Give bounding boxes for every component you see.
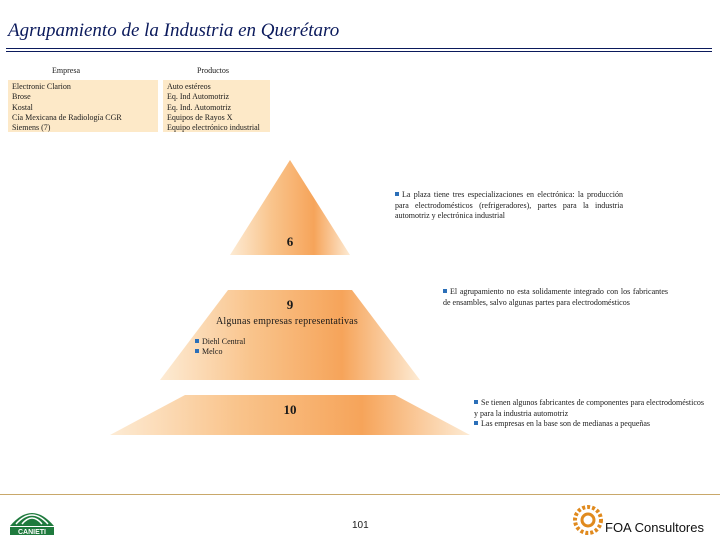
pyramid-level-number-middle: 9 [286,297,294,312]
representatives-label: Algunas empresas representativas [216,316,358,327]
empresa-item: Cía Mexicana de Radiología CGR [12,112,122,122]
producto-item: Equipos de Rayos X [167,112,233,122]
col-header-empresa: Empresa [52,66,80,75]
list-item: Melco [195,347,245,357]
note-level-bottom [474,398,704,430]
list-item: Diehl Central [195,337,245,347]
bullet-icon [443,289,447,293]
producto-item: Eq. Ind Automotriz [167,92,229,102]
producto-item: Eq. Ind. Automotriz [167,102,231,112]
note-text: El agrupamiento no esta solidamente integrado con los fabricantes de ensambles, salvo algunas partes para electrodomésticos [443,287,668,307]
foa-logo-text: FOA Consultores [605,520,704,535]
page-number: 101 [352,520,369,531]
producto-item: Auto estéreos [167,82,211,91]
bullet-icon [195,339,199,343]
empresa-item: Kostal [12,102,33,112]
foa-logo-icon [572,502,604,536]
empresa-item: Siemens (7) [12,123,51,133]
canieti-logo-icon [6,502,58,536]
bullet-icon [395,192,399,196]
bullet-icon [195,349,199,353]
note-text: Las empresas en la base son de medianas a pequeñas [481,419,651,428]
note-text: La plaza tiene tres especializaciones en electrónica: la producción para electrodomésticos (refrigeradores), partes para la industria automotriz y electrónica industrial [395,190,623,220]
note-level-middle [443,287,668,308]
representatives-list [195,337,245,356]
note-text: Se tienen algunos fabricantes de componentes para electrodomésticos y para la industria automotriz [474,398,704,418]
note-level-top [395,190,623,222]
page-title: Agrupamiento de la Industria en Querétaro [8,20,340,41]
svg-text:CANIETI: CANIETI [18,529,46,536]
bullet-icon [474,421,478,425]
pyramid-level-number-top: 6 [286,234,294,249]
col-header-productos: Productos [197,66,229,75]
producto-item: Equipo electrónico industrial [167,123,260,133]
empresa-item: Electronic Clarion [12,82,71,91]
footer-rule [0,494,720,495]
pyramid-level-number-bottom: 10 [283,402,297,417]
empresa-item: Brose [12,92,31,102]
bullet-icon [474,400,478,404]
